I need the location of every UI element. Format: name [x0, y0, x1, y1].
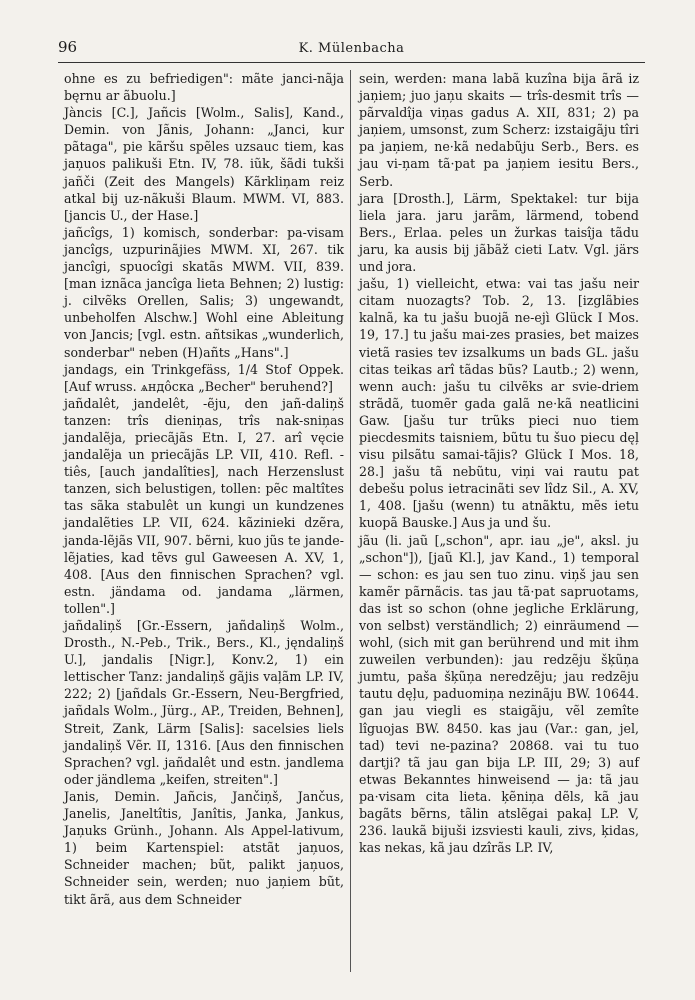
text-columns	[58, 70, 645, 972]
page-header	[58, 38, 645, 63]
running-title: K. Mülenbacha	[298, 41, 405, 56]
entry-jasu: jašu, 1) vielleicht, etwa: vai tas jašu neir citam nuozagts? Tob. 2, 13. [izglãbies kalnã, ka tu jašu buojã ne-ejì Glück I Mos. 19, 17.] tu jašu mai-zes prasies, bet maizes vietã rasies tev izsalkums un bads GL. jašu citas teikas arî tãdas bũs? Lautb.; 2) wenn, wenn auch: jašu tu cilvẽks ar svie-driem strãdã, tuomẽr gada galã ne·kã neatlicini Gaw. [jašu tur trũks pieci nuo tiem piecdesmits taisniem, bũtu tu šuo piecu dęļ visu pilsãtu samai-tãjis? Glück I Mos. 18, 28.] jašu tã nebũtu, viņi vai rautu pat debešu polus ietracinãti sev lîdz Sil., A. XV, 1, 408. [jašu (wenn) tu atnãktu, mẽs ietu kuopã Bauske.] Aus ja und šu.	[359, 276, 639, 531]
entry-jandags: jandags, ein Trinkgefäss, 1/4 Stof Oppek. [Auf wruss. ѧндôска „Becher" beruhend?]	[64, 361, 344, 394]
page-number: 96	[58, 38, 78, 56]
right-column	[350, 70, 645, 972]
entry-janis: Janis, Demin. Jañcis, Jančiņš, Jančus, Janelis, Janeltîtis, Janîtis, Janka, Jankus, Jaņuks Grünh., Johann. Als Appel-lativum, 1) beim Kartenspiel: atstãt jaņuos, Schneider machen; bũt, palikt jaņuos, Schneider sein, werden; nuo jaņiem bũt, tikt ãrã, aus dem Schneider	[64, 788, 344, 907]
entry-paragraph: ohne es zu befriedigen": mãte janci-nãja bęrnu ar ãbuolu.]	[64, 71, 344, 104]
entry-jandalet: jañdalêt, jandelêt, -ẽju, den jañ-daliņš tanzen: trîs dieniņas, trîs nak-sniņas jandalẽja, priecãjãs Etn. I, 27. arî vęcie jandalẽja un priecãjãs LP. VII, 410. Refl. -tiês, [auch jandalîties], nach Herzenslust tanzen, sich belustigen, tollen: pẽc maltîtes tas sãka stabulêt un kungi un kundzenes jandalẽties LP. VII, 624. kãzinieki dzẽra, janda-lẽjãs VII, 907. bẽrni, kuo jũs te jande-lẽjaties, kad tẽvs gul Gaweesen A. XV, 1, 408. [Aus den finnischen Sprachen? vgl. estn. jändama od. jandama „lärmen, tollen".]	[64, 395, 344, 616]
entry-jancis: Jàncis [C.], Jañcis [Wolm., Salis], Kand., Demin. von Jãnis, Johann: „Janci, kur pãtaga", pie kãršu spẽles uzsauc tiem, kas jaņuos palikuši Etn. IV, 78. iũk, šãdi tukši jañči (Zeit des Mangels) Kãrkliņam reiz atkal bij uz-nãkuši Blaum. MWM. VI, 883. [jancis U., der Hase.]	[64, 105, 344, 223]
entry-jara: jara [Drosth.], Lärm, Spektakel: tur bija liela jara. jaru jarãm, lärmend, tobend Bers., Erlaa. peles un žurkas taisîja tãdu jaru, ka ausis bij jãbãž cieti Latv. Vgl. järs und jora.	[359, 190, 639, 275]
entry-jancigs: jañcîgs, 1) komisch, sonderbar: pa-visam jancîgs, uzpurinãjies MWM. XI, 267. tik jancîgi, spuocîgi skatãs MWM. VII, 839. [man iznãca jancîga lieta Behnen; 2) lustig: j. cilvẽks Orellen, Salis; 3) ungewandt, unbeholfen Alschw.] Wohl eine Ableitung von Jancis; [vgl. estn. añtsikas „wunderlich, sonderbar" neben (H)añts „Hans".]	[64, 224, 344, 360]
entry-jau: jãu (li. jaũ [„schon", apr. iau „je", aksl. ju „schon"]), [jaũ Kl.], jav Kand., 1) temporal — schon: es jau sen tuo zinu. viņš jau sen kamẽr pãrnãcis. tas jau tã·pat sapruotams, das ist so schon (ohne jegliche Erklärung, von selbst) verständlich; 2) einräumend — wohl, (sich mit gan berührend und mit ihm zuweilen verbunden): jau redzẽju šķũņa jumtu, paša šķũņa neredzẽju; jau redzẽju tautu dęļu, paduomiņa nezinãju BW. 10644. gan jau viegli es staigãju, vẽl zemîte lîguojas BW. 8450. kas jau (Var.: gan, jel, tad) tevi ne-pazina? 20868. vai tu tuo dartji? tã jau gan bija LP. III, 29; 3) auf etwas Bekanntes hinweisend — ja: tã jau pa·visam cita lieta. ķẽniņa dẽls, kã jau bagãts bẽrns, tãlin atslẽgai pakaļ LP. V, 236. laukã bijuši izsviesti kauli, zivs, ķidas, kas nekas, kã jau dzîrãs LP. IV,	[359, 532, 639, 856]
entry-jandalins: jañdaliņš [Gr.-Essern, jañdaliņš Wolm., Drosth., N.-Peb., Trik., Bers., Kl., jęndaliņš U.], jandalis [Nigr.], Konv.2, 1) ein lettischer Tanz: jandaliņš gãjis vaļãm LP. IV, 222; 2) [jañdals Gr.-Essern, Neu-Bergfried, jañdals Wolm., Jürg., AP., Treiden, Behnen], Streit, Zank, Lärm [Salis]: sacelsies liels jandaliņš Vẽr. II, 1316. [Aus den finnischen Sprachen? vgl. jañdalêt und estn. jandlema oder jändlema „keifen, streiten".]	[64, 618, 344, 787]
entry-continuation: sein, werden: mana labã kuzîna bija ãrã iz jaņiem; juo jaņu skaits — trîs-desmit trîs — pãrvaldîja viņas gadus A. XII, 831; 2) pa jaņiem, umsonst, zum Scherz: izstaigãju tîri pa jaņiem, ne·kã nedabũju Serb., Bers. es jau vi-ņam tã·pat pa jaņiem iesitu Bers., Serb.	[359, 71, 639, 189]
left-column	[58, 70, 350, 972]
